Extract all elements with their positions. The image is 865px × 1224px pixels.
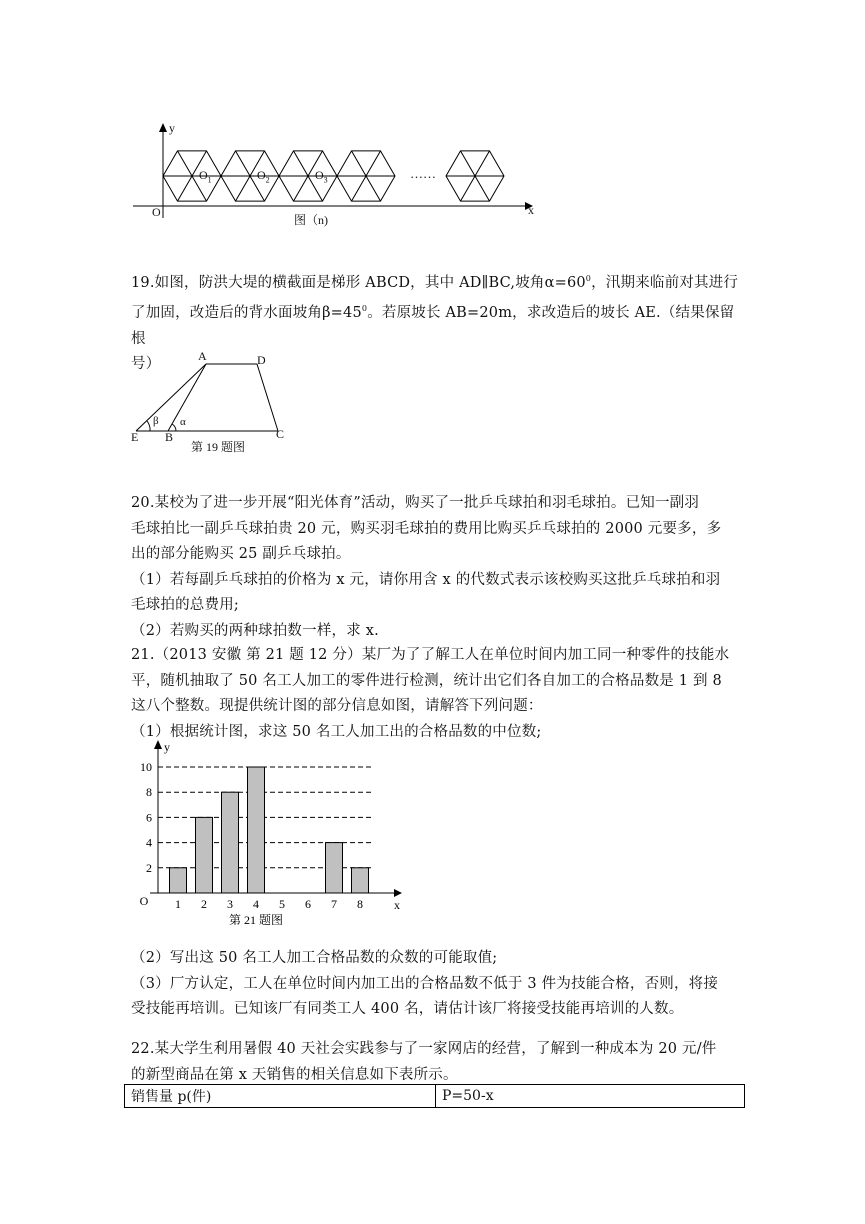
question-20-text: 20.某校为了进一步开展“阳光体育”活动，购买了一批乒乓球拍和羽毛球拍。已知一副羽 毛球拍比一副乒乓球拍贵 20 元，购买羽毛球拍的费用比购买乒乓球拍的 2000 元要多，多 出的部分能购买 25 副乒乓球拍。 （1）若每副乒乓球拍的价格为 x 元，请你用含 x 的代数式表示该校购买这批乒乓球拍和羽 毛球拍的总费用; （2）若购买的两种球拍数一样，求 x. — [131, 495, 722, 639]
hex-center-2: $O_2$ — [257, 168, 270, 185]
origin-label: O — [139, 894, 149, 908]
bar-chart — [130, 735, 410, 925]
angle-beta-label: β — [153, 415, 159, 427]
x-tick-label: 8 — [357, 897, 363, 911]
hex-origin-label: O — [152, 205, 161, 219]
y-tick-label: 2 — [146, 860, 152, 875]
question-21-text: 21.（2013 安徽 第 21 题 12 分）某厂为了了解工人在单位时间内加工同一种零件的技能水 平，随机抽取了 50 名工人加工的零件进行检测，统计出它们各自加工的合格品数是 1 到 8 这八个整数。现提供统计图的部分信息如图，请解答下列问题： （1）根据统计图，求这 50 名工人加工出的合格品数的中位数; — [131, 647, 730, 740]
table-row — [125, 1085, 745, 1108]
hex-figure-caption: 图（n) — [294, 213, 328, 227]
hex-axis-y-label: y — [169, 121, 175, 135]
question-21-text-continued: （2）写出这 50 名工人加工合格品数的众数的可能取值; （3）厂方认定，工人在单位时间内加工出的合格品数不低于 3 件为技能合格，否则，将接 受技能再培训。已知该厂有同类工人 400 名，请估计该厂将接受技能再培训的人数。 — [131, 950, 719, 1017]
x-tick-label: 6 — [305, 897, 311, 911]
hex-center-1: $O_1$ — [199, 168, 212, 185]
bar — [222, 792, 239, 893]
bar — [170, 868, 187, 893]
x-tick-label: 7 — [331, 897, 337, 911]
x-axis-label: x — [394, 898, 400, 912]
hex-axis-x-label: x — [528, 203, 534, 217]
bar — [326, 843, 343, 893]
x-axis-arrow — [394, 889, 402, 897]
x-tick-label: 2 — [201, 897, 207, 911]
q19-figure-caption: 第 19 题图 — [191, 440, 246, 454]
table-cell: 销售量 p(件) — [125, 1085, 436, 1108]
point-D-label: D — [257, 353, 266, 367]
point-B-label: B — [165, 430, 174, 444]
y-tick-label: 8 — [146, 785, 152, 800]
y-axis-label: y — [164, 740, 170, 754]
hex-ellipsis: …… — [410, 166, 436, 181]
y-tick-label: 6 — [146, 810, 152, 825]
angle-alpha-label: α — [180, 416, 186, 428]
question-19-text: 19.如图，防洪大堤的横截面是梯形 ABCD，其中 AD∥BC,坡角$\alpha=60^0$，汛期来临前对其进行 了加固，改造后的背水面坡角$\beta=45^0$。若原坡长 AB=20m，求改造后的坡长 AE.（结果保留根 号） — [131, 274, 739, 373]
chart-caption: 第 21 题图 — [228, 913, 284, 925]
table-cell: P=50-x — [436, 1085, 745, 1108]
y-axis-arrow — [154, 740, 162, 749]
x-tick-label: 4 — [253, 897, 259, 911]
point-E-label: E — [131, 430, 139, 444]
trapezoid-dam-figure — [130, 350, 300, 450]
bar — [196, 817, 213, 893]
y-tick-label: 10 — [140, 760, 152, 774]
bar — [248, 767, 265, 893]
question-22-text: 22.某大学生利用暑假 40 天社会实践参与了一家网店的经营，了解到一种成本为 20 元/件 的新型商品在第 x 天销售的相关信息如下表所示。 — [131, 1041, 717, 1083]
point-C-label: C — [276, 427, 285, 441]
sales-info-table — [124, 1084, 745, 1108]
bar — [352, 868, 369, 893]
x-tick-label: 3 — [227, 897, 233, 911]
x-tick-label: 5 — [279, 897, 285, 911]
y-tick-label: 4 — [146, 835, 152, 850]
hexagon-pattern-figure — [125, 118, 545, 228]
x-tick-label: 1 — [175, 897, 181, 911]
hex-center-3: $O_3$ — [315, 168, 328, 185]
point-A-label: A — [198, 349, 207, 363]
